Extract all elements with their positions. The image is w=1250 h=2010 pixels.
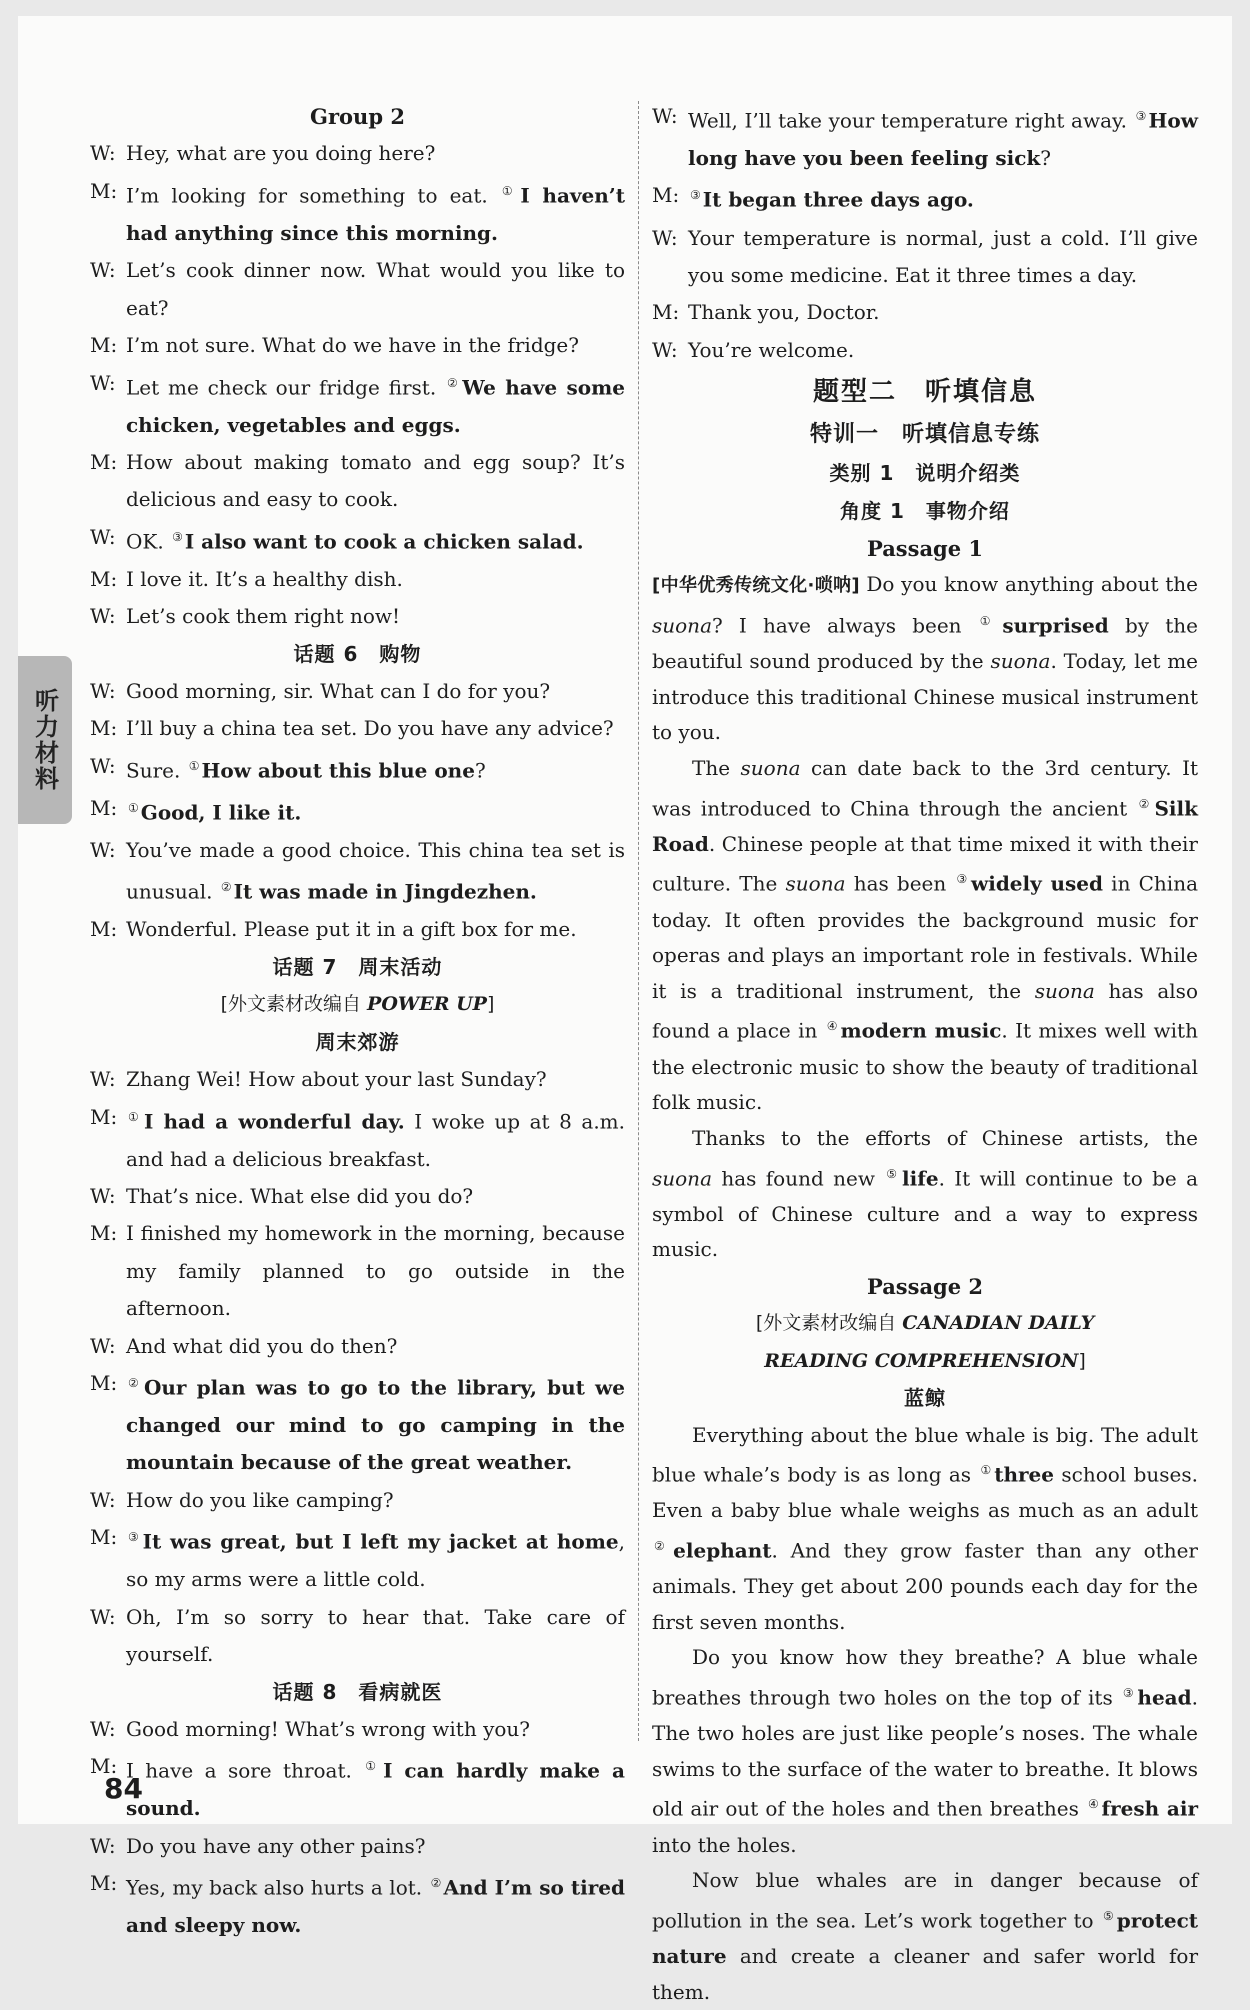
answer-text: I had a wonderful day. — [143, 1109, 405, 1134]
text-run: I’ll buy a china tea set. Do you have any advice? — [126, 716, 614, 741]
answer-number: ① — [128, 800, 139, 815]
speaker-label: M: — [90, 1525, 118, 1550]
utterance — [126, 173, 625, 252]
text-run: . Chinese people at that time mixed it with their culture. The — [652, 831, 1198, 897]
answer-text: three — [994, 1462, 1054, 1487]
speaker-label: W: — [90, 1833, 116, 1858]
speaker-label: W: — [90, 604, 116, 629]
utterance — [126, 1178, 625, 1215]
text-run: You’re welcome. — [688, 337, 855, 362]
text-run: has also found a place in — [652, 978, 1198, 1044]
utterance — [126, 1711, 625, 1748]
text-run: Sure. — [126, 758, 187, 783]
answer-number: ① — [979, 613, 1001, 628]
answer-text: modern music — [840, 1019, 1002, 1044]
text-run: can date back to the 3rd century. It was introduced to China through the ancient — [652, 756, 1199, 821]
utterance — [688, 98, 1198, 177]
speaker-label: W: — [90, 1716, 116, 1741]
topic8-dialogue — [90, 1711, 625, 1945]
dialogue-line — [90, 911, 625, 948]
answer-number: ① — [365, 1759, 382, 1774]
italic-term: suona — [652, 1166, 712, 1191]
dialogue-line — [90, 327, 625, 364]
dialogue-line — [652, 294, 1198, 331]
passage2-title: Passage 2 — [866, 1273, 984, 1299]
text-run: How do you like camping? — [126, 1487, 394, 1512]
utterance — [126, 1215, 625, 1327]
text-run: into the holes. — [652, 1832, 797, 1857]
dialogue-line — [652, 177, 1198, 219]
text-run: . It mixes well with the electronic music to show the beauty of traditional folk music. — [652, 1019, 1198, 1115]
utterance — [126, 1865, 625, 1944]
utterance — [126, 444, 625, 519]
answer-text: Silk Road — [652, 796, 1198, 856]
answer-text: life — [902, 1166, 939, 1191]
speaker-label: W: — [90, 258, 116, 283]
text-run: Your temperature is normal, just a cold. I’ll give you some medicine. Eat it three times a day. — [688, 225, 1198, 287]
answer-number: ① — [188, 758, 200, 773]
angle-title: 角度 1 事物介绍 — [840, 498, 1010, 523]
speaker-label: W: — [90, 524, 116, 549]
passage1-title: Passage 1 — [866, 535, 984, 561]
utterance — [126, 327, 625, 364]
text-run: I’m looking for something to eat. — [126, 183, 500, 208]
answer-number: ② — [1138, 796, 1153, 811]
answer-text: How long have you been feeling sick — [688, 108, 1198, 171]
speaker-label: W: — [652, 225, 678, 250]
speaker-label: M: — [652, 183, 680, 208]
answer-text: I can hardly make a sound. — [126, 1759, 625, 1821]
text-run: Good morning, sir. What can I do for you? — [126, 679, 551, 704]
text-run: That’s nice. What else did you do? — [126, 1183, 474, 1208]
text-run: You’ve made a good choice. This china tea set is unusual. — [126, 838, 625, 905]
answer-number: ① — [980, 1463, 993, 1478]
dialogue-line — [90, 1748, 625, 1827]
passage2-source-line1 — [652, 1305, 1198, 1342]
text-run: by the beautiful sound produced by the — [652, 613, 1198, 674]
speaker-label: M: — [90, 566, 118, 591]
speaker-label: W: — [90, 370, 116, 395]
topic7-subtitle: 周末郊游 — [315, 1029, 400, 1054]
utterance — [688, 294, 1198, 331]
text-run: , so my arms were a little cold. — [126, 1529, 626, 1592]
category-title: 类别 1 说明介绍类 — [829, 461, 1021, 486]
utterance — [126, 252, 625, 327]
dialogue-line — [90, 1215, 625, 1327]
passage2-source-book-1: CANADIAN DAILY — [902, 1312, 1095, 1335]
topic7-source-prefix: [外文素材改编自 — [220, 993, 368, 1016]
dialogue-line — [652, 98, 1198, 177]
text-run: and create a cleaner and safer world for them. — [652, 1944, 1198, 2004]
text-run: ? — [1040, 146, 1051, 171]
answer-text: How about this blue one — [201, 758, 475, 783]
dialogue-line — [90, 1519, 625, 1598]
answer-number: ③ — [956, 872, 969, 887]
utterance — [126, 1599, 625, 1674]
speaker-label: M: — [90, 1754, 118, 1779]
dialogue-line — [90, 1328, 625, 1365]
group-dialogue — [90, 135, 625, 635]
source-tag: [中华优秀传统文化·唢呐] — [652, 575, 860, 597]
utterance — [126, 1748, 625, 1827]
dialogue-line — [90, 1865, 625, 1944]
group-title: Group 2 — [310, 104, 405, 129]
dialogue-line — [90, 1061, 625, 1098]
text-run: The — [692, 756, 741, 780]
left-column — [90, 98, 625, 1945]
utterance — [126, 1328, 625, 1365]
answer-number: ② — [430, 1876, 442, 1891]
speaker-label: W: — [90, 1604, 116, 1629]
utterance — [126, 1099, 625, 1178]
dialogue-line — [90, 1365, 625, 1482]
answer-number: ① — [128, 1109, 142, 1124]
passage-paragraph — [652, 751, 1198, 1121]
topic7-dialogue — [90, 1061, 625, 1673]
passage-paragraph — [652, 1121, 1198, 1268]
answer-text: We have some chicken, vegetables and eggs. — [126, 375, 626, 437]
italic-term: suona — [652, 613, 712, 638]
dialogue-line — [90, 519, 625, 561]
answer-text: protect nature — [652, 1908, 1198, 1969]
passage-paragraph — [652, 567, 1198, 751]
utterance — [126, 519, 625, 561]
text-run: school buses. Even a baby blue whale weighs as much as an adult — [652, 1462, 1198, 1523]
topic7-source — [90, 986, 625, 1023]
dialogue-line — [90, 673, 625, 710]
text-run: And what did you do then? — [126, 1333, 398, 1358]
speaker-label: M: — [90, 333, 118, 358]
text-run: Thank you, Doctor. — [688, 300, 880, 325]
answer-text: widely used — [971, 872, 1104, 897]
speaker-label: W: — [90, 1067, 116, 1092]
right-column — [652, 98, 1198, 2010]
dialogue-line — [90, 1711, 625, 1748]
text-run: Let’s cook them right now! — [126, 604, 401, 629]
text-run: How about making tomato and egg soup? It’s delicious and easy to cook. — [126, 449, 625, 512]
passage1-body — [652, 567, 1198, 1268]
text-run: Let me check our fridge first. — [126, 375, 446, 400]
answer-text: And I’m so tired and sleepy now. — [126, 1875, 625, 1938]
answer-number: ② — [220, 880, 232, 895]
text-run: Do you have any other pains? — [126, 1833, 426, 1858]
text-run: I’m not sure. What do we have in the fridge? — [126, 333, 579, 358]
section-side-tab — [18, 656, 72, 824]
dialogue-line — [90, 173, 625, 252]
text-run: Yes, my back also hurts a lot. — [126, 1875, 429, 1900]
speaker-label: M: — [90, 178, 118, 203]
text-run: I have a sore throat. — [126, 1759, 364, 1784]
answer-number: ⑤ — [1102, 1908, 1115, 1923]
answer-text: surprised — [1002, 613, 1109, 638]
text-run: Oh, I’m so sorry to hear that. Take care of yourself. — [126, 1604, 625, 1667]
dialogue-line — [652, 220, 1198, 295]
column-divider — [638, 101, 639, 1741]
utterance — [688, 220, 1198, 295]
passage2-body — [652, 1418, 1198, 2010]
speaker-label: M: — [90, 1104, 118, 1129]
utterance — [126, 1365, 625, 1482]
answer-text: I haven’t had anything since this morning. — [126, 183, 625, 245]
speaker-label: M: — [90, 1221, 118, 1246]
text-run: . And they grow faster than any other animals. They get about 200 pounds each day for the first seven months. — [652, 1538, 1198, 1634]
answer-number: ③ — [172, 529, 183, 544]
dialogue-line — [90, 444, 625, 519]
utterance — [126, 832, 625, 911]
dialogue-line — [90, 1099, 625, 1178]
speaker-label: W: — [90, 1333, 116, 1358]
utterance — [126, 598, 625, 635]
text-run: Do you know how they breathe? A blue whale breathes through two holes on the top of its — [652, 1645, 1198, 1710]
answer-number: ④ — [826, 1019, 839, 1034]
topic8-title: 话题 8 看病就医 — [272, 1679, 443, 1704]
answer-number: ① — [501, 183, 519, 198]
answer-number: ③ — [690, 188, 701, 203]
topic7-source-suffix: ] — [486, 993, 495, 1016]
answer-number: ③ — [1122, 1686, 1136, 1701]
text-run: Let’s cook dinner now. What would you like to eat? — [126, 258, 625, 320]
text-run: I love it. It’s a healthy dish. — [126, 566, 403, 591]
text-run: I finished my homework in the morning, because my family planned to go outside in the afternoon. — [126, 1221, 625, 1321]
text-run: has been — [845, 872, 955, 897]
answer-text: Our plan was to go to the library, but we changed our mind to go camping in the mountain because of the great weather. — [126, 1375, 625, 1475]
answer-number: ② — [654, 1539, 672, 1553]
speaker-label: W: — [90, 838, 116, 862]
answer-text: elephant — [673, 1538, 772, 1563]
passage2-subtitle: 蓝鲸 — [904, 1386, 946, 1411]
utterance — [126, 1482, 625, 1519]
dialogue-line — [90, 135, 625, 172]
dialogue-line — [90, 252, 625, 327]
text-run: Wonderful. Please put it in a gift box for me. — [126, 917, 577, 942]
text-run: Well, I’ll take your temperature right away. — [688, 108, 1134, 133]
text-run: ? I have always been — [712, 613, 978, 638]
answer-number: ④ — [1088, 1797, 1100, 1812]
speaker-label: M: — [90, 716, 118, 741]
speaker-label: M: — [90, 449, 118, 474]
text-run: . Today, let me introduce this traditional Chinese musical instrument to you. — [652, 649, 1198, 745]
text-run: Hey, what are you doing here? — [126, 141, 436, 166]
text-run: Thanks to the efforts of Chinese artists, the — [692, 1125, 1198, 1150]
italic-term: suona — [740, 756, 801, 780]
text-run: . The two holes are just like people’s noses. The whale swims to the surface of the water to breathe. It blows old air out of the holes and then breathes — [652, 1685, 1198, 1822]
speaker-label: W: — [652, 104, 678, 128]
training-subtitle: 特训一 听填信息专练 — [809, 422, 1040, 448]
text-run: ? — [474, 758, 486, 783]
speaker-label: W: — [90, 1487, 116, 1512]
dialogue-line — [90, 1178, 625, 1215]
utterance — [126, 748, 625, 790]
dialogue-line — [652, 332, 1198, 369]
passage-paragraph — [652, 1863, 1198, 2010]
page-number: 84 — [104, 1772, 143, 1805]
text-run: Zhang Wei! How about your last Sunday? — [126, 1067, 547, 1092]
utterance — [126, 1519, 625, 1598]
dialogue-line — [90, 561, 625, 598]
answer-text: Good, I like it. — [140, 800, 302, 825]
side-tab-label: 听力材料 — [30, 688, 59, 792]
answer-number: ③ — [128, 1530, 141, 1545]
speaker-label: W: — [90, 141, 116, 166]
dialogue-line — [90, 1828, 625, 1865]
utterance — [126, 561, 625, 598]
topic8-dialogue-continued — [652, 98, 1198, 369]
passage2-source-line2 — [652, 1343, 1198, 1380]
dialogue-line — [90, 598, 625, 635]
section-title: 题型二 听填信息 — [812, 377, 1037, 408]
utterance — [126, 710, 625, 747]
text-run: OK. — [126, 529, 171, 554]
utterance — [126, 673, 625, 710]
passage2-source-prefix: [外文素材改编自 — [755, 1312, 903, 1335]
topic7-title: 话题 7 周末活动 — [272, 954, 443, 979]
utterance — [126, 1061, 625, 1098]
utterance — [126, 911, 625, 948]
speaker-label: M: — [652, 300, 680, 325]
answer-number: ③ — [1135, 109, 1147, 123]
text-run: Do you know anything about the — [859, 572, 1198, 597]
passage2-source-suffix: ] — [1078, 1349, 1086, 1372]
dialogue-line — [90, 832, 625, 911]
speaker-label: W: — [90, 1183, 116, 1208]
text-run: . It will continue to be a symbol of Chinese culture and a way to express music. — [652, 1166, 1199, 1262]
dialogue-line — [90, 365, 625, 444]
text-run: Now blue whales are in danger because of pollution in the sea. Let’s work together to — [652, 1868, 1198, 1933]
text-run: has found new — [712, 1166, 885, 1191]
dialogue-line — [90, 748, 625, 790]
dialogue-line — [90, 1599, 625, 1674]
utterance — [126, 1828, 625, 1865]
dialogue-line — [90, 790, 625, 832]
answer-text: It was great, but I left my jacket at home — [142, 1529, 619, 1554]
answer-text: It began three days ago. — [702, 188, 974, 213]
speaker-label: W: — [652, 337, 678, 362]
text-run: Everything about the blue whale is big. The adult blue whale’s body is as long as — [652, 1422, 1198, 1487]
topic6-dialogue — [90, 673, 625, 949]
dialogue-line — [90, 710, 625, 747]
speaker-label: W: — [90, 679, 116, 704]
utterance — [126, 365, 625, 444]
passage2-source-book-2: READING COMPREHENSION — [764, 1349, 1079, 1372]
answer-text: fresh air — [1101, 1797, 1198, 1822]
answer-number: ② — [128, 1376, 142, 1390]
answer-text: I also want to cook a chicken salad. — [184, 529, 584, 554]
speaker-label: M: — [90, 917, 118, 942]
answer-text: It was made in Jingdezhen. — [233, 880, 537, 905]
passage-paragraph — [652, 1640, 1198, 1863]
italic-term: suona — [990, 649, 1051, 674]
text-run: in China today. It often provides the background music for operas and plays an important role in festivals. While it is a traditional instrument, the — [652, 872, 1198, 1003]
speaker-label: M: — [90, 1371, 118, 1395]
speaker-label: M: — [90, 795, 118, 820]
workbook-page — [18, 16, 1232, 2004]
italic-term: suona — [785, 872, 846, 897]
text-run: Good morning! What’s wrong with you? — [126, 1716, 531, 1741]
utterance — [126, 790, 625, 832]
italic-term: suona — [1034, 978, 1095, 1003]
speaker-label: W: — [90, 753, 116, 778]
passage-paragraph — [652, 1418, 1198, 1641]
answer-number: ⑤ — [886, 1166, 901, 1181]
utterance — [126, 135, 625, 172]
utterance — [688, 332, 1198, 369]
answer-number: ② — [447, 375, 461, 390]
answer-text: head — [1137, 1685, 1192, 1710]
topic6-title: 话题 6 购物 — [293, 641, 422, 666]
topic7-source-book: POWER UP — [367, 993, 487, 1016]
utterance — [688, 177, 1198, 219]
text-run: I woke up at 8 a.m. and had a delicious breakfast. — [126, 1109, 625, 1171]
speaker-label: M: — [90, 1871, 118, 1896]
dialogue-line — [90, 1482, 625, 1519]
